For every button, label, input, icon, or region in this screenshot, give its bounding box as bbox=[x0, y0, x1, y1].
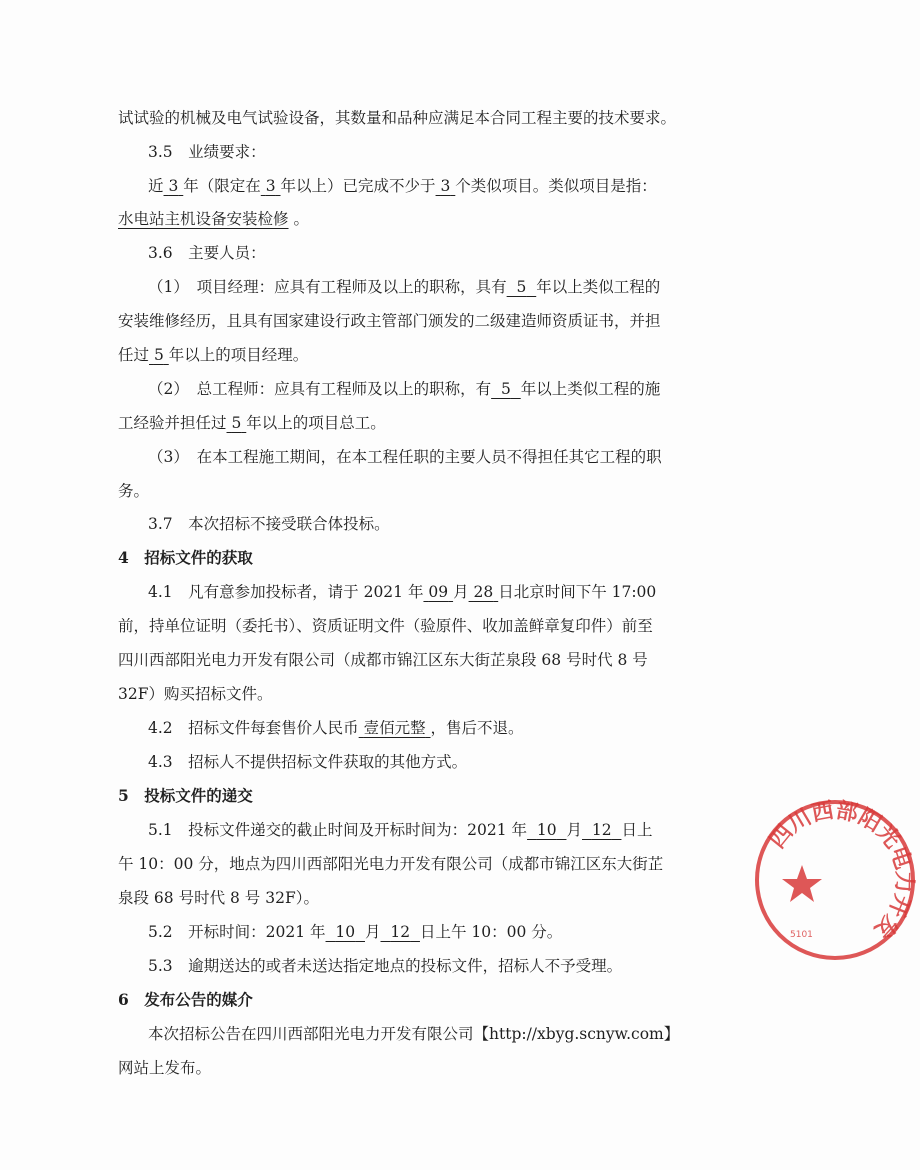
filled-value: 28 bbox=[473, 583, 494, 601]
filled-value: 5 bbox=[516, 278, 527, 296]
section-3-5-text: 近 3 年（限定在 3 年以上）已完成不少于 3 个类似项目。类似项目是指： bbox=[148, 177, 657, 195]
section-3-6-title: 3.6 主要人员： bbox=[148, 244, 266, 262]
section-6-heading: 6 发布公告的媒介 bbox=[118, 990, 253, 1009]
company-seal bbox=[750, 795, 920, 965]
continued-text: 试试验的机械及电气试验设备，其数量和品种应满足本合同工程主要的技术要求。 bbox=[118, 109, 677, 127]
filled-value: 5 bbox=[153, 346, 164, 364]
section-4-1-text-4: 32F）购买招标文件。 bbox=[118, 685, 273, 703]
filled-value: 3 bbox=[440, 177, 451, 195]
personnel-rule-text-2: 务。 bbox=[118, 482, 150, 500]
section-4-2-text: 4.2 招标文件每套售价人民币 壹佰元整 ，售后不退。 bbox=[148, 719, 524, 737]
section-5-heading: 5 投标文件的递交 bbox=[118, 786, 253, 805]
section-4-heading: 4 招标文件的获取 bbox=[118, 548, 253, 567]
section-5-1-text-2: 午 10：00 分，地点为四川西部阳光电力开发有限公司（成都市锦江区东大街芷 bbox=[118, 855, 664, 873]
section-3-7-text: 3.7 本次招标不接受联合体投标。 bbox=[148, 515, 390, 533]
section-5-2-text: 5.2 开标时间：2021 年 10 月 12 日上午 10：00 分。 bbox=[148, 923, 563, 941]
filled-value: 12 bbox=[390, 923, 411, 941]
filled-value: 水电站主机设备安装检修 bbox=[118, 210, 289, 228]
section-5-1-text-3: 泉段 68 号时代 8 号 32F）。 bbox=[118, 889, 319, 907]
seal-star-icon bbox=[782, 865, 822, 902]
filled-value: 5 bbox=[500, 380, 511, 398]
project-manager-text-3: 任过 5 年以上的项目经理。 bbox=[118, 346, 309, 364]
project-manager-text-2: 安装维修经历，且具有国家建设行政主管部门颁发的二级建造师资质证书，并担 bbox=[118, 312, 661, 330]
section-6-text-2: 网站上发布。 bbox=[118, 1059, 212, 1077]
filled-value: 3 bbox=[265, 177, 276, 195]
chief-engineer-text-2: 工经验并担任过 5 年以上的项目总工。 bbox=[118, 414, 386, 432]
section-4-1-text: 4.1 凡有意参加投标者，请于 2021 年 09 月 28 日北京时间下午 17:00 bbox=[148, 583, 657, 601]
filled-value: 壹佰元整 bbox=[363, 719, 426, 737]
section-4-3-text: 4.3 招标人不提供招标文件获取的其他方式。 bbox=[148, 753, 468, 771]
filled-value: 12 bbox=[591, 821, 612, 839]
project-manager-text: （1） 项目经理：应具有工程师及以上的职称，具有 5 年以上类似工程的 bbox=[148, 278, 661, 296]
section-5-3-text: 5.3 逾期送达的或者未送达指定地点的投标文件，招标人不予受理。 bbox=[148, 957, 623, 975]
filled-value: 09 bbox=[428, 583, 449, 601]
section-6-text: 本次招标公告在四川西部阳光电力开发有限公司【http://xbyg.scnyw.com】 bbox=[148, 1025, 680, 1043]
section-5-1-text: 5.1 投标文件递交的截止时间及开标时间为：2021 年 10 月 12 日上 bbox=[148, 821, 653, 839]
filled-value: 10 bbox=[536, 821, 557, 839]
personnel-rule-text: （3） 在本工程施工期间，在本工程任职的主要人员不得担任其它工程的职 bbox=[148, 448, 662, 466]
filled-value: 10 bbox=[335, 923, 356, 941]
section-4-1-text-3: 四川西部阳光电力开发有限公司（成都市锦江区东大街芷泉段 68 号时代 8 号 bbox=[118, 651, 648, 669]
project-type-line: 水电站主机设备安装检修 。 bbox=[118, 210, 309, 228]
seal-code: 5101 bbox=[790, 930, 813, 940]
svg-text:四川西部阳光电力开发: 四川西部阳光电力开发 bbox=[765, 798, 917, 943]
section-3-5-title: 3.5 业绩要求： bbox=[148, 143, 266, 161]
filled-value: 5 bbox=[231, 414, 242, 432]
section-4-1-text-2: 前，持单位证明（委托书）、资质证明文件（验原件、收加盖鲜章复印件）前至 bbox=[118, 617, 653, 635]
filled-value: 3 bbox=[168, 177, 179, 195]
chief-engineer-text: （2） 总工程师：应具有工程师及以上的职称，有 5 年以上类似工程的施 bbox=[148, 380, 661, 398]
